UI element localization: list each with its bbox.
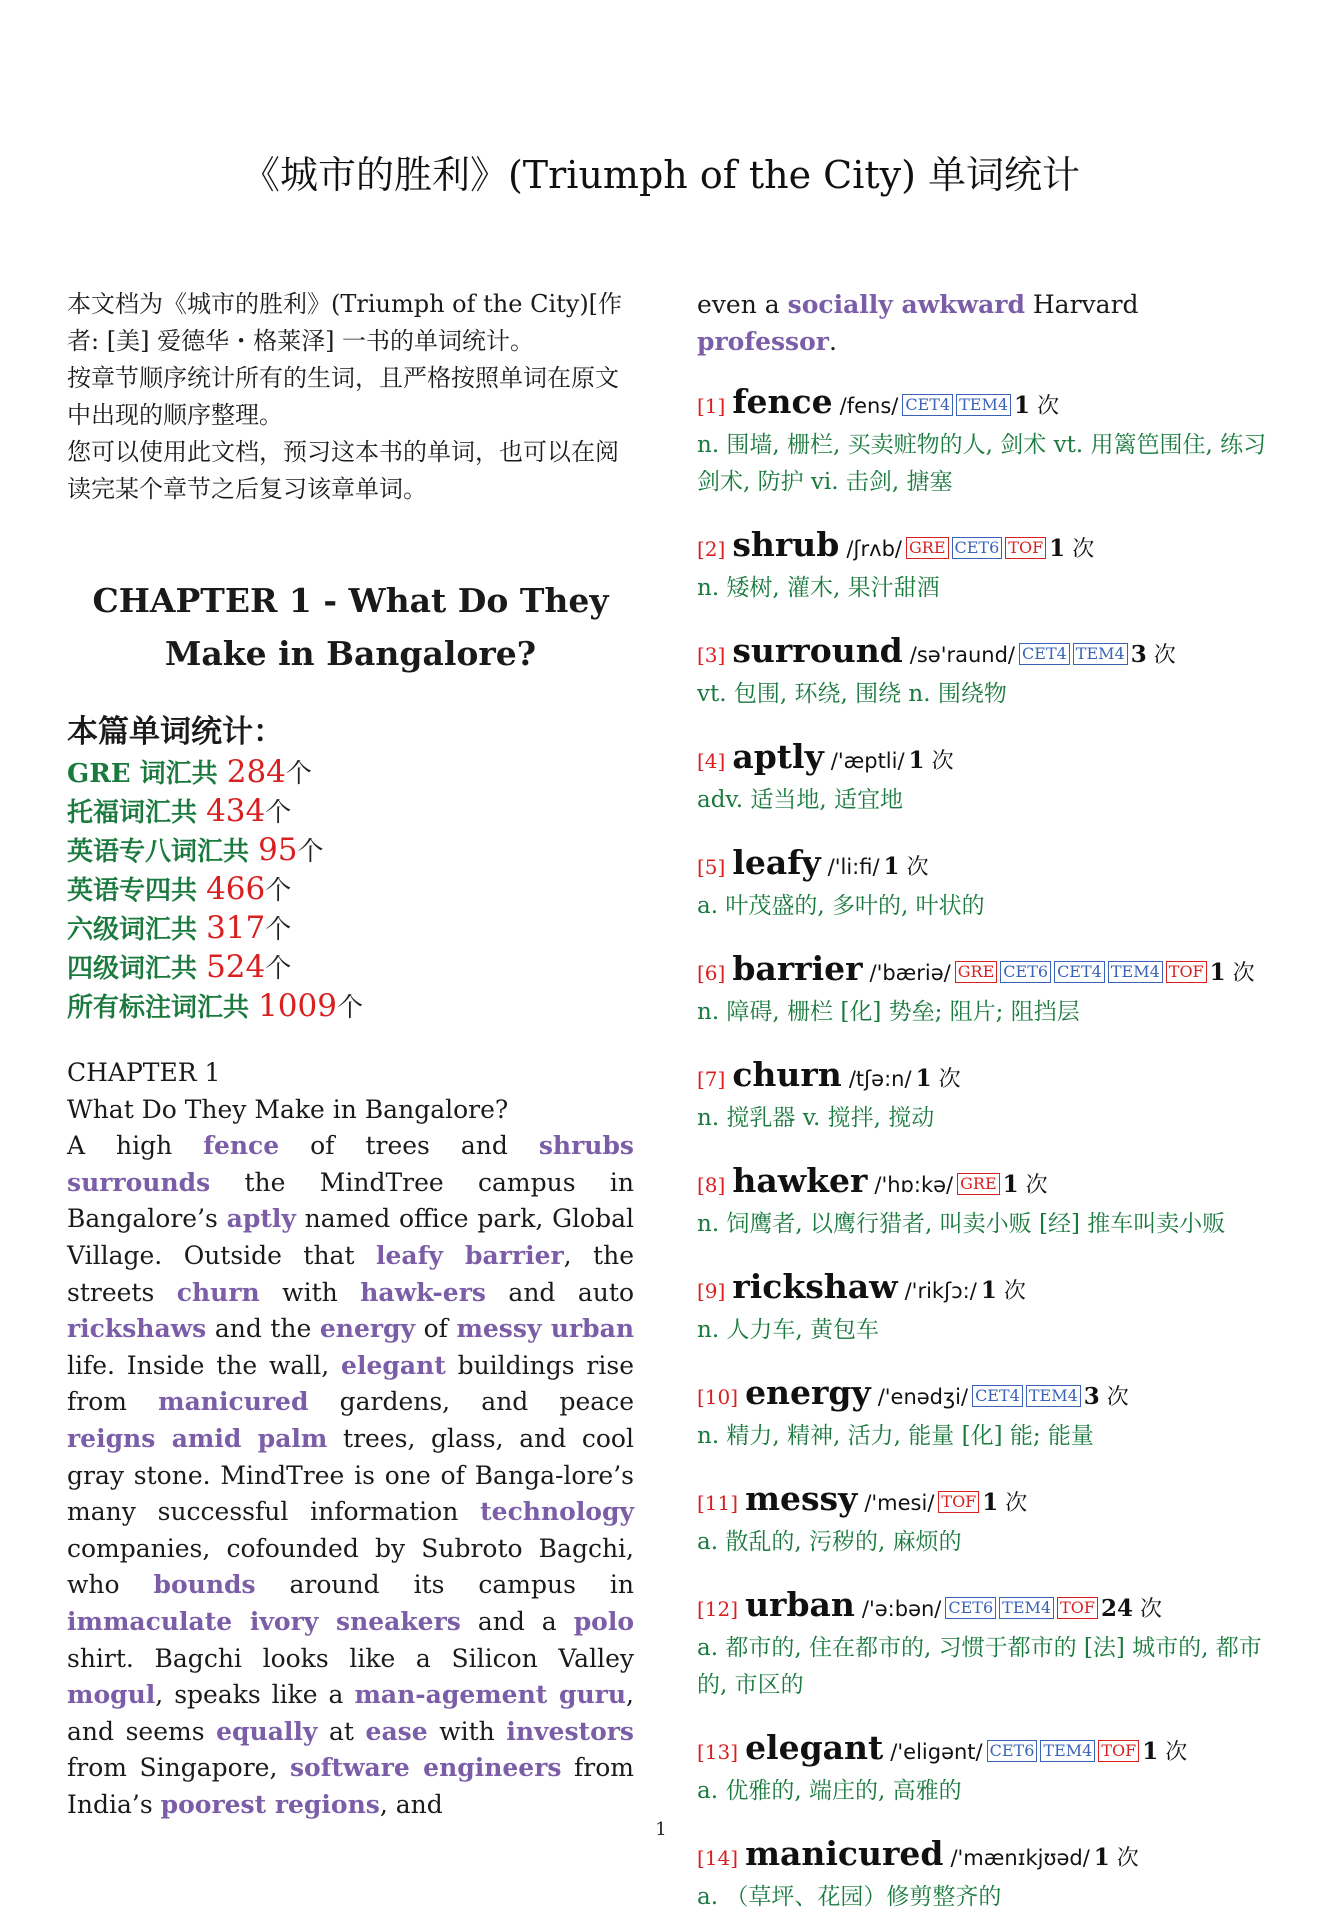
- word-entry: [697, 1055, 1277, 1137]
- keyword: hawk-ers: [360, 1277, 486, 1307]
- entry-word: leafy: [732, 843, 821, 882]
- entry-word: hawker: [732, 1161, 868, 1200]
- entry-phonetic: /'rikʃɔ:/: [904, 1279, 977, 1303]
- chapter-label: CHAPTER 1: [67, 1058, 221, 1087]
- text-run: life. Inside the wall,: [67, 1350, 342, 1380]
- word-entry: [697, 525, 1277, 607]
- stat-unit: 个: [265, 954, 292, 984]
- exam-tag: TEM4: [999, 1597, 1054, 1619]
- entry-index: [3]: [697, 643, 726, 667]
- word-entry: [697, 1728, 1277, 1810]
- entry-header: [697, 1728, 1277, 1773]
- keyword: leafy barrier: [375, 1240, 564, 1270]
- keyword: man-agement guru: [354, 1680, 627, 1710]
- keyword: mogul: [67, 1680, 156, 1710]
- stats-title: 本篇单词统计：: [67, 714, 284, 750]
- exam-tag: TEM4: [1108, 961, 1163, 983]
- entry-times-label: 次: [1072, 537, 1095, 562]
- text-run: companies, cofounded by Subroto Bagchi, who: [67, 1533, 634, 1600]
- stat-value: 434: [206, 793, 266, 829]
- intro-line-2: 按章节顺序统计所有的生词，且严格按照单词在原文中出现的顺序整理。: [67, 364, 619, 429]
- entry-definition: adv. 适当地, 适宜地: [697, 787, 903, 813]
- word-entry: [697, 1267, 1277, 1349]
- text-run: the MindTree campus in Bangalore’s: [67, 1167, 634, 1234]
- exam-tag: TOF: [1005, 537, 1046, 559]
- text-run: at: [317, 1716, 366, 1746]
- text-run: buildings rise from: [67, 1350, 634, 1417]
- entry-word: energy: [745, 1373, 871, 1412]
- stat-unit: 个: [265, 876, 292, 906]
- stat-unit: 个: [265, 798, 292, 828]
- entry-times-label: 次: [1003, 1279, 1026, 1304]
- keyword: energy: [319, 1314, 416, 1344]
- word-entry: [697, 949, 1277, 1031]
- stats-list: [67, 754, 634, 1027]
- entry-count: 1: [1002, 1171, 1019, 1198]
- exam-tag: GRE: [957, 1173, 1000, 1195]
- entry-count: 1: [883, 853, 900, 880]
- entry-index: [12]: [697, 1597, 739, 1621]
- entry-times-label: 次: [906, 855, 929, 880]
- keyword: technology: [480, 1497, 634, 1527]
- keyword: churn: [176, 1277, 260, 1307]
- entry-word: manicured: [745, 1834, 944, 1873]
- stat-unit: 个: [297, 837, 324, 867]
- entry-times-label: 次: [1153, 643, 1176, 668]
- exam-tag: CET6: [952, 537, 1003, 559]
- entry-word: barrier: [732, 949, 863, 988]
- entry-header: [697, 1055, 1277, 1100]
- word-entry: [697, 1479, 1277, 1561]
- entry-index: [7]: [697, 1067, 726, 1091]
- entry-phonetic: /sə'raund/: [909, 643, 1016, 667]
- word-entry: [697, 1585, 1277, 1704]
- text-run: with: [259, 1277, 361, 1307]
- entry-phonetic: /'enədʒi/: [877, 1385, 969, 1409]
- stat-row: [67, 754, 634, 793]
- entry-header: [697, 1161, 1277, 1206]
- entry-definition: n. 障碍, 栅栏 [化] 势垒; 阻片; 阻挡层: [697, 999, 1080, 1025]
- exam-tag: TOF: [1057, 1597, 1098, 1619]
- text-run: named office park, Global Village. Outside that: [67, 1204, 634, 1270]
- entry-header: [697, 1585, 1277, 1630]
- text-run: gardens, and peace: [308, 1387, 634, 1417]
- entry-phonetic: /'mesi/: [864, 1491, 935, 1515]
- entry-word: fence: [732, 382, 833, 421]
- entry-count: 3: [1083, 1383, 1100, 1410]
- keyword: polo: [573, 1606, 635, 1636]
- stat-value: 95: [258, 832, 298, 868]
- entry-header: [697, 382, 1277, 427]
- entry-definition: vt. 包围, 环绕, 围绕 n. 围绕物: [697, 681, 1007, 707]
- word-entry: [697, 1161, 1277, 1243]
- entry-phonetic: /'bæriə/: [869, 961, 951, 985]
- entry-times-label: 次: [938, 1067, 961, 1092]
- text-run: from Singapore,: [67, 1753, 290, 1783]
- exam-tag: CET4: [902, 394, 953, 416]
- entry-word: aptly: [732, 737, 824, 776]
- keyword: professor: [697, 327, 829, 356]
- entry-times-label: 次: [1165, 1740, 1188, 1765]
- entry-times-label: 次: [1005, 1491, 1028, 1516]
- entry-definition: n. 精力, 精神, 活力, 能量 [化] 能; 能量: [697, 1423, 1094, 1449]
- stat-value: 284: [226, 754, 286, 790]
- text-run: even a: [697, 290, 788, 319]
- exam-tag: TEM4: [1026, 1385, 1081, 1407]
- entry-count: 1: [1014, 392, 1031, 419]
- word-entries: [697, 382, 1277, 1916]
- entry-word: surround: [732, 631, 903, 670]
- text-run: A high: [67, 1131, 204, 1161]
- entry-index: [13]: [697, 1740, 739, 1764]
- exam-tag: GRE: [955, 961, 998, 983]
- stat-row: [67, 832, 634, 871]
- keyword: manicured: [158, 1387, 309, 1417]
- stat-label: 所有标注词汇共: [67, 993, 259, 1023]
- text-run: with: [427, 1716, 507, 1746]
- entry-definition: n. 人力车, 黄包车: [697, 1317, 880, 1343]
- entry-definition: n. 搅乳器 v. 搅拌, 搅动: [697, 1105, 935, 1131]
- chapter-body-text: [67, 1128, 634, 1823]
- entry-index: [2]: [697, 537, 726, 561]
- entry-times-label: 次: [931, 749, 954, 774]
- entry-index: [1]: [697, 394, 726, 418]
- entry-phonetic: /tʃə:n/: [848, 1067, 912, 1091]
- entry-word: rickshaw: [732, 1267, 898, 1306]
- stat-value: 524: [206, 949, 266, 985]
- text-run: trees, glass, and cool gray stone. MindTree is one of Banga-lore’s many successful information: [67, 1423, 634, 1527]
- exam-tag: TOF: [1166, 961, 1207, 983]
- entry-phonetic: /'mænɪkjʊəd/: [950, 1846, 1090, 1870]
- text-run: around its campus in: [255, 1570, 634, 1600]
- entry-count: 1: [1209, 959, 1226, 986]
- entry-header: [697, 1479, 1277, 1524]
- entry-word: messy: [745, 1479, 858, 1518]
- keyword: reigns amid palm: [67, 1423, 328, 1453]
- entry-count: 1: [1142, 1738, 1159, 1765]
- left-column: [67, 286, 634, 1823]
- text-run: , and: [379, 1789, 443, 1819]
- stat-label: GRE 词汇共: [67, 759, 227, 789]
- keyword: bounds: [153, 1570, 256, 1600]
- entry-phonetic: /'æptli/: [830, 749, 905, 773]
- exam-tag: TEM4: [1073, 643, 1128, 665]
- exam-tag: CET6: [945, 1597, 996, 1619]
- entry-word: elegant: [745, 1728, 884, 1767]
- exam-tag: GRE: [906, 537, 949, 559]
- entry-count: 1: [982, 1489, 999, 1516]
- entry-definition: n. 饲鹰者, 以鹰行猎者, 叫卖小贩 [经] 推车叫卖小贩: [697, 1211, 1226, 1237]
- keyword: socially awkward: [787, 290, 1025, 319]
- entry-header: [697, 737, 1277, 782]
- exam-tag: TEM4: [1040, 1740, 1095, 1762]
- entry-word: churn: [732, 1055, 842, 1094]
- exam-tag: TEM4: [956, 394, 1011, 416]
- keyword: rickshaws: [67, 1314, 207, 1344]
- stat-row: [67, 793, 634, 832]
- entry-times-label: 次: [1037, 394, 1060, 419]
- text-run: of: [415, 1314, 457, 1344]
- word-entry: [697, 737, 1277, 819]
- text-run: , and seems: [67, 1680, 634, 1746]
- text-run: , the streets: [67, 1240, 634, 1307]
- stat-unit: 个: [285, 759, 312, 789]
- stat-value: 1009: [258, 988, 337, 1024]
- chapter-heading-line-1: CHAPTER 1 - What Do They: [92, 581, 609, 620]
- entry-definition: a. 叶茂盛的, 多叶的, 叶状的: [697, 893, 985, 919]
- entry-times-label: 次: [1232, 961, 1255, 986]
- entry-index: [4]: [697, 749, 726, 773]
- stat-label: 英语专八词汇共: [67, 837, 259, 867]
- keyword: messy urban: [456, 1314, 634, 1344]
- entry-definition: a. 散乱的, 污秽的, 麻烦的: [697, 1529, 962, 1555]
- entry-phonetic: /ʃrʌb/: [846, 537, 902, 561]
- chapter-subtitle: What Do They Make in Bangalore?: [67, 1094, 509, 1124]
- right-column: [697, 286, 1277, 1916]
- keyword: software engineers: [289, 1753, 562, 1783]
- entry-times-label: 次: [1139, 1597, 1162, 1622]
- entry-header: [697, 949, 1277, 994]
- entry-count: 1: [1049, 535, 1066, 562]
- entry-header: [697, 1373, 1277, 1418]
- word-entry: [697, 1834, 1277, 1916]
- entry-count: 1: [980, 1277, 997, 1304]
- intro-line-1: 本文档为《城市的胜利》(Triumph of the City)[作者: [美] 爱德华・格莱泽] 一书的单词统计。: [67, 290, 623, 355]
- entry-times-label: 次: [1106, 1385, 1129, 1410]
- keyword: shrubs surrounds: [67, 1131, 634, 1197]
- exam-tag: CET6: [987, 1740, 1038, 1762]
- word-entry: [697, 382, 1277, 501]
- stat-label: 六级词汇共: [67, 915, 207, 945]
- stat-label: 四级词汇共: [67, 954, 207, 984]
- entry-index: [5]: [697, 855, 726, 879]
- keyword: poorest regions: [160, 1789, 380, 1819]
- stat-label: 托福词汇共: [67, 798, 207, 828]
- text-run: Harvard: [1024, 290, 1139, 319]
- entry-definition: a. （草坪、花园）修剪整齐的: [697, 1884, 1002, 1910]
- exam-tag: TOF: [1098, 1740, 1139, 1762]
- entry-header: [697, 525, 1277, 570]
- entry-index: [8]: [697, 1173, 726, 1197]
- intro-line-3: 您可以使用此文档，预习这本书的单词，也可以在阅读完某个章节之后复习该章单词。: [67, 438, 619, 503]
- entry-phonetic: /'ə:bən/: [861, 1597, 942, 1621]
- keyword: ease: [365, 1716, 428, 1746]
- entry-definition: n. 围墙, 栅栏, 买卖赃物的人, 剑术 vt. 用篱笆围住, 练习剑术, 防护 vi. 击剑, 搪塞: [697, 432, 1267, 495]
- entry-header: [697, 843, 1277, 888]
- word-entry: [697, 1373, 1277, 1455]
- entry-count: 24: [1100, 1595, 1133, 1622]
- entry-count: 1: [915, 1065, 932, 1092]
- stat-value: 317: [206, 910, 266, 946]
- chapter-heading-line-2: Make in Bangalore?: [164, 634, 537, 673]
- entry-index: [10]: [697, 1385, 739, 1409]
- entry-word: shrub: [732, 525, 840, 564]
- word-entry: [697, 631, 1277, 713]
- stat-unit: 个: [336, 993, 363, 1023]
- text-run: from India’s: [67, 1753, 634, 1819]
- keyword: investors: [506, 1716, 634, 1746]
- text-run: shirt. Bagchi looks like a Silicon Valley: [67, 1643, 634, 1673]
- entry-phonetic: /fens/: [839, 394, 899, 418]
- text-run: of trees and: [279, 1131, 539, 1161]
- entry-definition: a. 都市的, 住在都市的, 习惯于都市的 [法] 城市的, 都市的, 市区的: [697, 1635, 1262, 1698]
- entry-index: [6]: [697, 961, 726, 985]
- entry-definition: n. 矮树, 灌木, 果汁甜酒: [697, 575, 940, 601]
- entry-count: 1: [1093, 1844, 1110, 1871]
- keyword: aptly: [226, 1204, 296, 1234]
- stat-unit: 个: [265, 915, 292, 945]
- text-run: and the: [206, 1314, 320, 1344]
- text-run: , speaks like a: [155, 1680, 355, 1710]
- keyword: immaculate ivory sneakers: [67, 1606, 461, 1636]
- text-run: and a: [460, 1606, 574, 1636]
- text-run: and auto: [485, 1277, 634, 1307]
- stat-value: 466: [206, 871, 266, 907]
- keyword: equally: [216, 1716, 318, 1746]
- keyword: elegant: [341, 1350, 446, 1380]
- entry-index: [9]: [697, 1279, 726, 1303]
- exam-tag: CET4: [1019, 643, 1070, 665]
- entry-header: [697, 1834, 1277, 1879]
- entry-index: [11]: [697, 1491, 739, 1515]
- page-title: 《城市的胜利》(Triumph of the City) 单词统计: [241, 153, 1081, 197]
- entry-times-label: 次: [1116, 1846, 1139, 1871]
- word-entry: [697, 843, 1277, 925]
- entry-phonetic: /'li:fi/: [827, 855, 880, 879]
- stat-row: [67, 871, 634, 910]
- stat-row: [67, 949, 634, 988]
- page-number: 1: [655, 1819, 667, 1840]
- entry-definition: a. 优雅的, 端庄的, 高雅的: [697, 1778, 962, 1804]
- entry-count: 3: [1130, 641, 1147, 668]
- continued-text: [697, 286, 1277, 360]
- entry-times-label: 次: [1025, 1173, 1048, 1198]
- stat-label: 英语专四共: [67, 876, 207, 906]
- entry-header: [697, 631, 1277, 676]
- entry-count: 1: [908, 747, 925, 774]
- exam-tag: TOF: [938, 1491, 979, 1513]
- entry-word: urban: [745, 1585, 855, 1624]
- entry-header: [697, 1267, 1277, 1312]
- entry-phonetic: /'eligənt/: [890, 1740, 983, 1764]
- exam-tag: CET4: [1054, 961, 1105, 983]
- entry-index: [14]: [697, 1846, 739, 1870]
- stat-row: [67, 988, 634, 1027]
- exam-tag: CET6: [1000, 961, 1051, 983]
- text-run: .: [828, 327, 837, 356]
- entry-phonetic: /'hɒ:kə/: [874, 1173, 954, 1197]
- stat-row: [67, 910, 634, 949]
- keyword: fence: [203, 1131, 280, 1161]
- exam-tag: CET4: [972, 1385, 1023, 1407]
